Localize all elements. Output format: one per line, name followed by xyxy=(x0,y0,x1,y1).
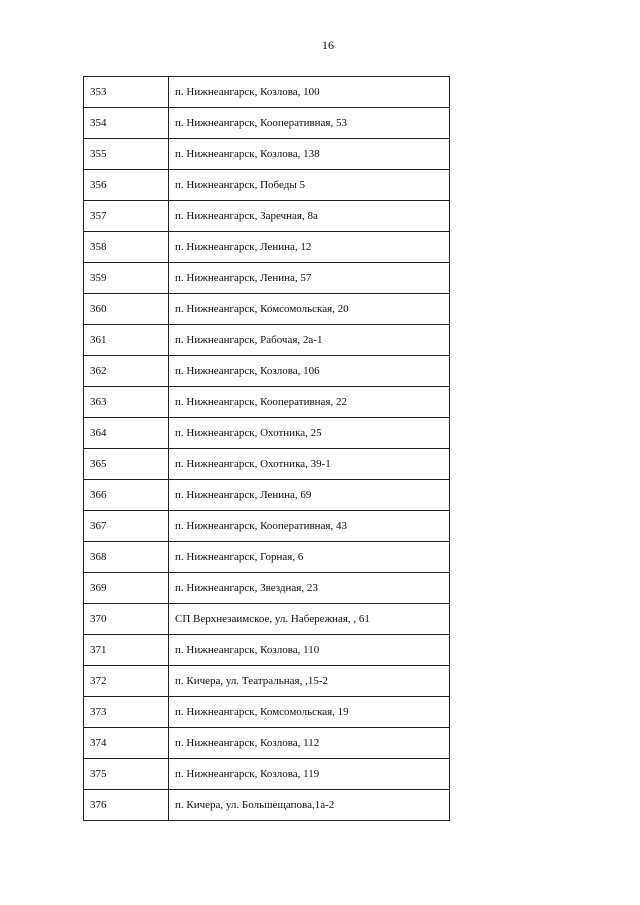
address-cell: п. Нижнеангарск, Козлова, 119 xyxy=(169,759,450,790)
row-number-cell: 375 xyxy=(84,759,169,790)
table-row xyxy=(84,666,450,697)
row-number-cell: 360 xyxy=(84,294,169,325)
row-number-cell: 362 xyxy=(84,356,169,387)
row-number-cell: 366 xyxy=(84,480,169,511)
address-cell: п. Нижнеангарск, Ленина, 12 xyxy=(169,232,450,263)
address-cell: п. Нижнеангарск, Ленина, 57 xyxy=(169,263,450,294)
table-row xyxy=(84,294,450,325)
row-number-cell: 363 xyxy=(84,387,169,418)
row-number-cell: 353 xyxy=(84,77,169,108)
table-row xyxy=(84,356,450,387)
row-number-cell: 357 xyxy=(84,201,169,232)
address-cell: п. Нижнеангарск, Охотника, 39-1 xyxy=(169,449,450,480)
row-number-cell: 355 xyxy=(84,139,169,170)
table-row xyxy=(84,759,450,790)
table-row xyxy=(84,449,450,480)
table-row xyxy=(84,480,450,511)
table-row xyxy=(84,77,450,108)
row-number-cell: 358 xyxy=(84,232,169,263)
table-row xyxy=(84,573,450,604)
table-row xyxy=(84,604,450,635)
address-cell: п. Нижнеангарск, Козлова, 138 xyxy=(169,139,450,170)
table-row xyxy=(84,201,450,232)
row-number-cell: 354 xyxy=(84,108,169,139)
table-row xyxy=(84,790,450,821)
address-cell: п. Нижнеангарск, Козлова, 106 xyxy=(169,356,450,387)
row-number-cell: 374 xyxy=(84,728,169,759)
row-number-cell: 372 xyxy=(84,666,169,697)
table-row xyxy=(84,108,450,139)
row-number-cell: 361 xyxy=(84,325,169,356)
address-cell: п. Нижнеангарск, Звездная, 23 xyxy=(169,573,450,604)
address-cell: п. Кичера, ул. Большещапова,1а-2 xyxy=(169,790,450,821)
address-cell: п. Нижнеангарск, Козлова, 112 xyxy=(169,728,450,759)
address-cell: п. Нижнеангарск, Кооперативная, 43 xyxy=(169,511,450,542)
row-number-cell: 367 xyxy=(84,511,169,542)
address-cell: п. Нижнеангарск, Комсомольская, 19 xyxy=(169,697,450,728)
address-cell: п. Нижнеангарск, Охотника, 25 xyxy=(169,418,450,449)
table-row xyxy=(84,170,450,201)
row-number-cell: 371 xyxy=(84,635,169,666)
row-number-cell: 369 xyxy=(84,573,169,604)
table-row xyxy=(84,139,450,170)
row-number-cell: 373 xyxy=(84,697,169,728)
address-cell: п. Кичера, ул. Театральная, ,15-2 xyxy=(169,666,450,697)
address-cell: п. Нижнеангарск, Кооперативная, 22 xyxy=(169,387,450,418)
table-row xyxy=(84,232,450,263)
address-table-body xyxy=(84,77,450,821)
address-cell: п. Нижнеангарск, Комсомольская, 20 xyxy=(169,294,450,325)
table-row xyxy=(84,418,450,449)
address-cell: п. Нижнеангарск, Козлова, 100 xyxy=(169,77,450,108)
table-row xyxy=(84,511,450,542)
table-row xyxy=(84,263,450,294)
address-cell: п. Нижнеангарск, Победы 5 xyxy=(169,170,450,201)
row-number-cell: 364 xyxy=(84,418,169,449)
address-cell: п. Нижнеангарск, Заречная, 8а xyxy=(169,201,450,232)
address-cell: СП Верхнезаимское, ул. Набережная, , 61 xyxy=(169,604,450,635)
address-table xyxy=(83,76,450,821)
table-row xyxy=(84,325,450,356)
page-number: 16 xyxy=(322,38,334,52)
row-number-cell: 368 xyxy=(84,542,169,573)
row-number-cell: 356 xyxy=(84,170,169,201)
address-cell: п. Нижнеангарск, Горная, 6 xyxy=(169,542,450,573)
table-row xyxy=(84,635,450,666)
table-row xyxy=(84,728,450,759)
address-cell: п. Нижнеангарск, Козлова, 110 xyxy=(169,635,450,666)
row-number-cell: 370 xyxy=(84,604,169,635)
table-row xyxy=(84,542,450,573)
row-number-cell: 376 xyxy=(84,790,169,821)
row-number-cell: 365 xyxy=(84,449,169,480)
row-number-cell: 359 xyxy=(84,263,169,294)
table-row xyxy=(84,697,450,728)
address-cell: п. Нижнеангарск, Ленина, 69 xyxy=(169,480,450,511)
table-row xyxy=(84,387,450,418)
address-cell: п. Нижнеангарск, Кооперативная, 53 xyxy=(169,108,450,139)
address-cell: п. Нижнеангарск, Рабочая, 2а-1 xyxy=(169,325,450,356)
